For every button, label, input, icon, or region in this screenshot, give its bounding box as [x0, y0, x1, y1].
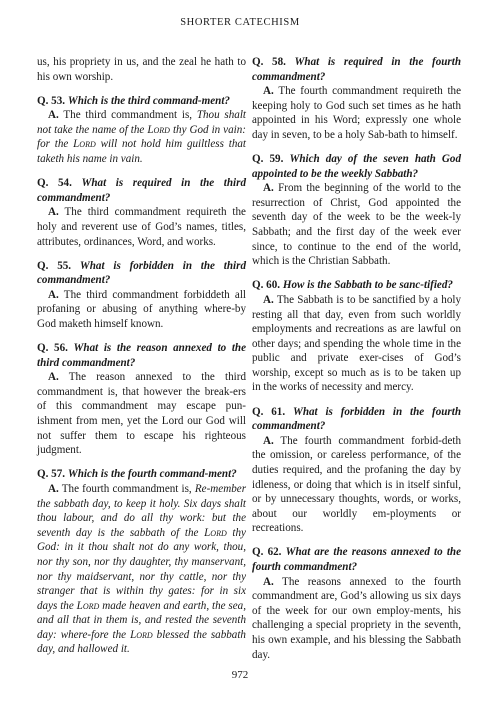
scripture-quote: made heaven and earth, the sea, and all that in them is, and rested the seventh day: where-fore the — [37, 599, 246, 641]
answer-text: The Sabbath is to be sanctified by a holy resting all that day, even from such worldly employments and recreations as are lawful on other days; and spending the whole time in the public and private exer-cises of God’s worship, except so much as is to be taken up in the works of necessity and mercy. — [252, 293, 461, 394]
question-number: Q. 56. — [37, 342, 68, 355]
answer-56 — [37, 370, 246, 458]
answer-text: The third commandment forbiddeth all profaning or abusing of anything where-by God maketh himself known. — [37, 288, 246, 330]
answer-intro: The third commandment is, — [63, 109, 193, 122]
lord-small-caps: Lord — [76, 599, 100, 612]
answer-61 — [252, 434, 461, 536]
answer-57 — [37, 482, 246, 657]
answer-text: From the beginning of the world to the resurrection of Christ, God appointed the seventh day of the week to be the week-ly Sabbath; and the first day of the week ever since, to continue to the end of the world, which is the Christian Sabbath. — [252, 182, 461, 268]
right-column — [252, 55, 461, 662]
question-62 — [252, 545, 461, 574]
answer-intro: The fourth commandment is, — [61, 482, 192, 495]
question-number: Q. 62. — [252, 546, 282, 559]
answer-label: A. — [48, 371, 59, 384]
question-text: How is the Sabbath to be sanc-tified? — [282, 279, 453, 292]
answer-53 — [37, 108, 246, 166]
running-head: SHORTER CATECHISM — [180, 17, 300, 28]
question-number: Q. 58. — [252, 56, 286, 68]
question-text: What is required in the fourth commandment? — [252, 56, 461, 83]
scripture-quote: thy God in vain: for the — [37, 123, 246, 151]
answer-label: A. — [263, 182, 274, 195]
question-54 — [37, 176, 246, 205]
question-number: Q. 54. — [37, 177, 72, 190]
question-61 — [252, 405, 461, 434]
scripture-quote: will not hold him guiltless that taketh his name in vain. — [37, 138, 247, 166]
answer-label: A. — [48, 109, 59, 122]
answer-label: A. — [48, 206, 59, 219]
answer-text: The fourth commandment requireth the keeping holy to God such set times as he hath appointed in his Word; expressly one whole day in seven, to be a holy Sab-bath to himself. — [252, 85, 462, 141]
question-text: What is forbidden in the fourth commandment? — [252, 405, 461, 433]
question-59 — [252, 152, 461, 181]
answer-58 — [252, 84, 461, 142]
continuation-text: us, his propriety in us, and the zeal he hath to his own worship. — [37, 56, 246, 83]
question-text: What are the reasons annexed to the fourth commandment? — [252, 546, 461, 573]
answer-text: The fourth commandment forbid-deth the omission, or careless performance, of the duties required, and the profaning the day by idleness, or doing that which is in itself sinful, or by unnecessary thoughts, words, or works, about our worldly em-ployments or recreations. — [252, 434, 462, 535]
question-number: Q. 60. — [252, 279, 281, 292]
question-number: Q. 53. — [37, 94, 66, 107]
question-number: Q. 57. — [37, 468, 66, 481]
question-number: Q. 61. — [252, 405, 286, 418]
answer-59 — [252, 181, 461, 269]
answer-54 — [37, 205, 246, 249]
answer-62 — [252, 575, 461, 663]
lord-small-caps: Lord — [130, 628, 153, 641]
lord-small-caps: Lord — [204, 526, 227, 539]
answer-text: The third commandment requireth the holy and reverent use of God’s names, titles, attributes, ordinances, Word, and works. — [37, 206, 246, 248]
question-56 — [37, 341, 246, 370]
answer-label: A. — [263, 293, 274, 306]
lord-small-caps: Lord — [73, 138, 96, 151]
question-text: What is forbidden in the third commandment? — [37, 259, 246, 287]
answer-label: A. — [263, 85, 274, 98]
question-58 — [252, 55, 461, 84]
answer-label: A. — [48, 482, 59, 495]
answer-text: The reason annexed to the third commandment is, that however the break-ers of this commandment may escape pun-ishment from men, yet the Lord our God will not suffer them to escape his righteous judgment. — [37, 371, 246, 457]
question-text: What is required in the third commandment? — [37, 177, 246, 204]
question-text: Which is the fourth command-ment? — [67, 468, 237, 481]
answer-55 — [37, 288, 246, 332]
answer-text: The reasons annexed to the fourth commandment are, God’s allowing us six days of the week for our own employ-ments, his challenging a special propriety in the seventh, his own example, and his blessing the Sabbath day. — [252, 575, 462, 661]
question-57 — [37, 467, 246, 482]
question-text: Which day of the seven hath God appointed to be the weekly Sabbath? — [252, 153, 461, 180]
page-number: 972 — [231, 669, 249, 681]
lord-small-caps: Lord — [147, 123, 170, 136]
question-53 — [37, 94, 246, 109]
question-text: Which is the third command-ment? — [67, 94, 230, 107]
question-55 — [37, 259, 246, 288]
question-60 — [252, 278, 461, 293]
scripture-quote: Re-member the sabbath day, to keep it holy. Six days shalt thou labour, and do all thy work: but the seventh day is the sabbath of the — [37, 482, 247, 539]
answer-60 — [252, 293, 461, 395]
answer-label: A. — [263, 575, 274, 588]
scripture-quote: thy God: in it thou shalt not do any work, thou, nor thy son, nor thy daughter, thy manservant, nor thy maidservant, nor thy cattle, nor thy stranger that is within thy gates: for in six days the — [37, 526, 246, 612]
answer-label: A. — [48, 288, 59, 301]
question-text: What is the reason annexed to the third commandment? — [37, 342, 247, 369]
answer-label: A. — [263, 434, 274, 447]
scripture-quote: Thou shalt not take the name of the — [37, 109, 246, 136]
left-column — [37, 55, 246, 657]
question-number: Q. 59. — [252, 153, 284, 166]
question-number: Q. 55. — [37, 259, 72, 272]
scripture-quote: blessed the sabbath day, and hallowed it. — [37, 628, 246, 656]
